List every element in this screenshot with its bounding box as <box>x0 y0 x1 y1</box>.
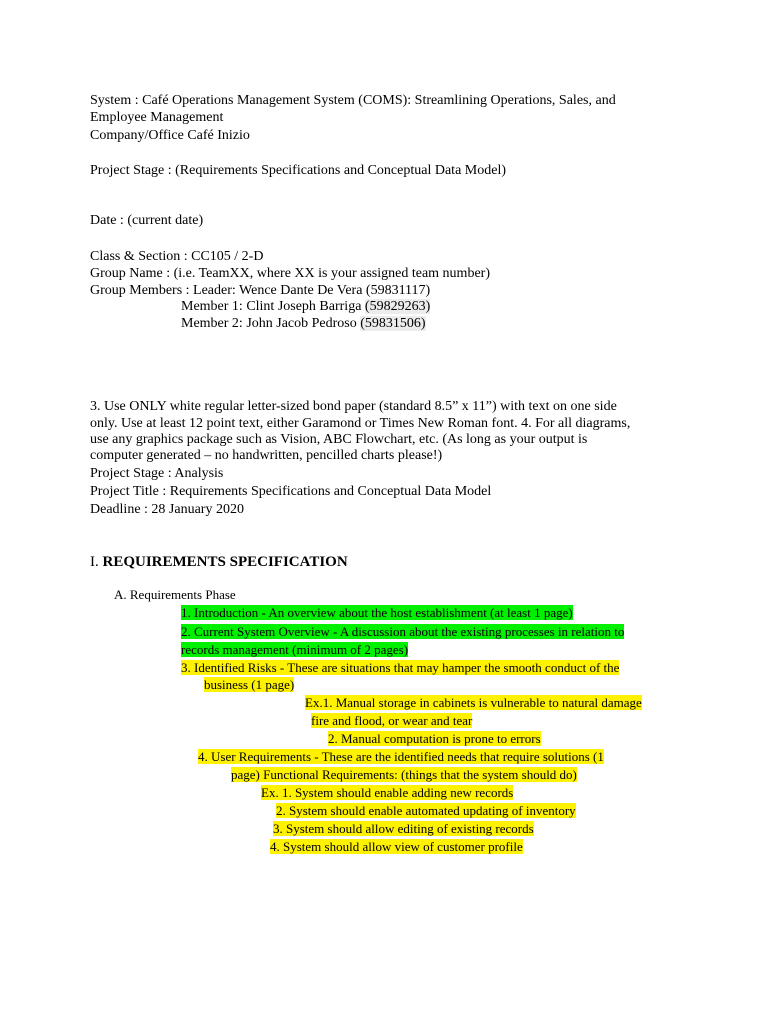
functional-req-2-text: 2. System should enable automated updating of inventory <box>276 803 576 818</box>
company-line: Company/Office Café Inizio <box>90 128 250 143</box>
section-number: I. <box>90 554 103 570</box>
risk-example-2-text: 2. Manual computation is prone to errors <box>328 731 541 746</box>
instruction-line-1: 3. Use ONLY white regular letter-sized bond paper (standard 8.5” x 11”) with text on one side <box>90 399 617 414</box>
risk-example-1b <box>311 712 472 729</box>
functional-req-4-text: 4. System should allow view of customer profile <box>270 839 523 854</box>
member-2-name: Member 2: John Jacob Pedroso <box>181 316 361 331</box>
member-1-name: Member 1: Clint Joseph Barriga <box>181 299 365 314</box>
class-section-line: Class & Section : CC105 / 2-D <box>90 249 264 264</box>
functional-req-4 <box>270 838 523 855</box>
item-current-system-1 <box>181 623 624 640</box>
system-line-2: Employee Management <box>90 110 224 125</box>
section-heading <box>90 554 348 571</box>
item-risks-2 <box>204 676 294 693</box>
instruction-line-3: use any graphics package such as Vision, ABC Flowchart, etc. (As long as your output is <box>90 432 588 447</box>
deadline-line: Deadline : 28 January 2020 <box>90 502 244 517</box>
risk-example-1a-text: Ex.1. Manual storage in cabinets is vulnerable to natural damage <box>305 695 642 710</box>
group-members-leader: Group Members : Leader: Wence Dante De Vera (59831117) <box>90 283 431 298</box>
group-name-line: Group Name : (i.e. TeamXX, where XX is your assigned team number) <box>90 266 490 281</box>
project-stage-line: Project Stage : (Requirements Specifications and Conceptual Data Model) <box>90 163 506 178</box>
item-user-requirements-1-text: 4. User Requirements - These are the identified needs that require solutions (1 <box>198 749 604 764</box>
requirements-phase-heading: A. Requirements Phase <box>114 587 236 602</box>
risk-example-2 <box>328 730 541 747</box>
item-introduction <box>181 604 573 621</box>
item-user-requirements-2 <box>231 766 577 783</box>
item-introduction-text: 1. Introduction - An overview about the host establishment (at least 1 page) <box>181 605 573 620</box>
member-2-id: (59831506) <box>360 316 426 331</box>
project-title-line: Project Title : Requirements Specifications and Conceptual Data Model <box>90 484 492 499</box>
item-current-system-2 <box>181 641 408 658</box>
item-current-system-2-text: records management (minimum of 2 pages) <box>181 642 409 657</box>
analysis-stage-line: Project Stage : Analysis <box>90 466 224 481</box>
functional-req-1 <box>261 784 513 801</box>
member-1-id: (59829263) <box>364 299 431 314</box>
item-user-requirements-2-text: page) Functional Requirements: (things that the system should do) <box>231 767 577 782</box>
member-1-line <box>181 298 430 315</box>
item-risks-2-text: business (1 page) <box>204 677 295 692</box>
functional-req-3-text: 3. System should allow editing of existing records <box>273 821 534 836</box>
functional-req-1-text: Ex. 1. System should enable adding new records <box>261 785 514 800</box>
functional-req-2 <box>276 802 576 819</box>
risk-example-1b-text: fire and flood, or wear and tear <box>311 713 473 728</box>
instruction-line-4: computer generated – no handwritten, pencilled charts please!) <box>90 448 443 463</box>
system-line-1: System : Café Operations Management System (COMS): Streamlining Operations, Sales, and <box>90 93 616 108</box>
item-current-system-1-text: 2. Current System Overview - A discussion about the existing processes in relation to <box>181 624 625 639</box>
item-risks-1 <box>181 659 619 676</box>
item-user-requirements-1 <box>198 748 604 765</box>
date-line: Date : (current date) <box>90 213 204 228</box>
section-title: REQUIREMENTS SPECIFICATION <box>102 554 348 570</box>
member-2-line <box>181 315 426 332</box>
functional-req-3 <box>273 820 534 837</box>
risk-example-1a <box>305 694 642 711</box>
item-risks-1-text: 3. Identified Risks - These are situations that may hamper the smooth conduct of the <box>181 660 620 675</box>
instruction-line-2: only. Use at least 12 point text, either Garamond or Times New Roman font. 4. For all diagrams, <box>90 416 631 431</box>
